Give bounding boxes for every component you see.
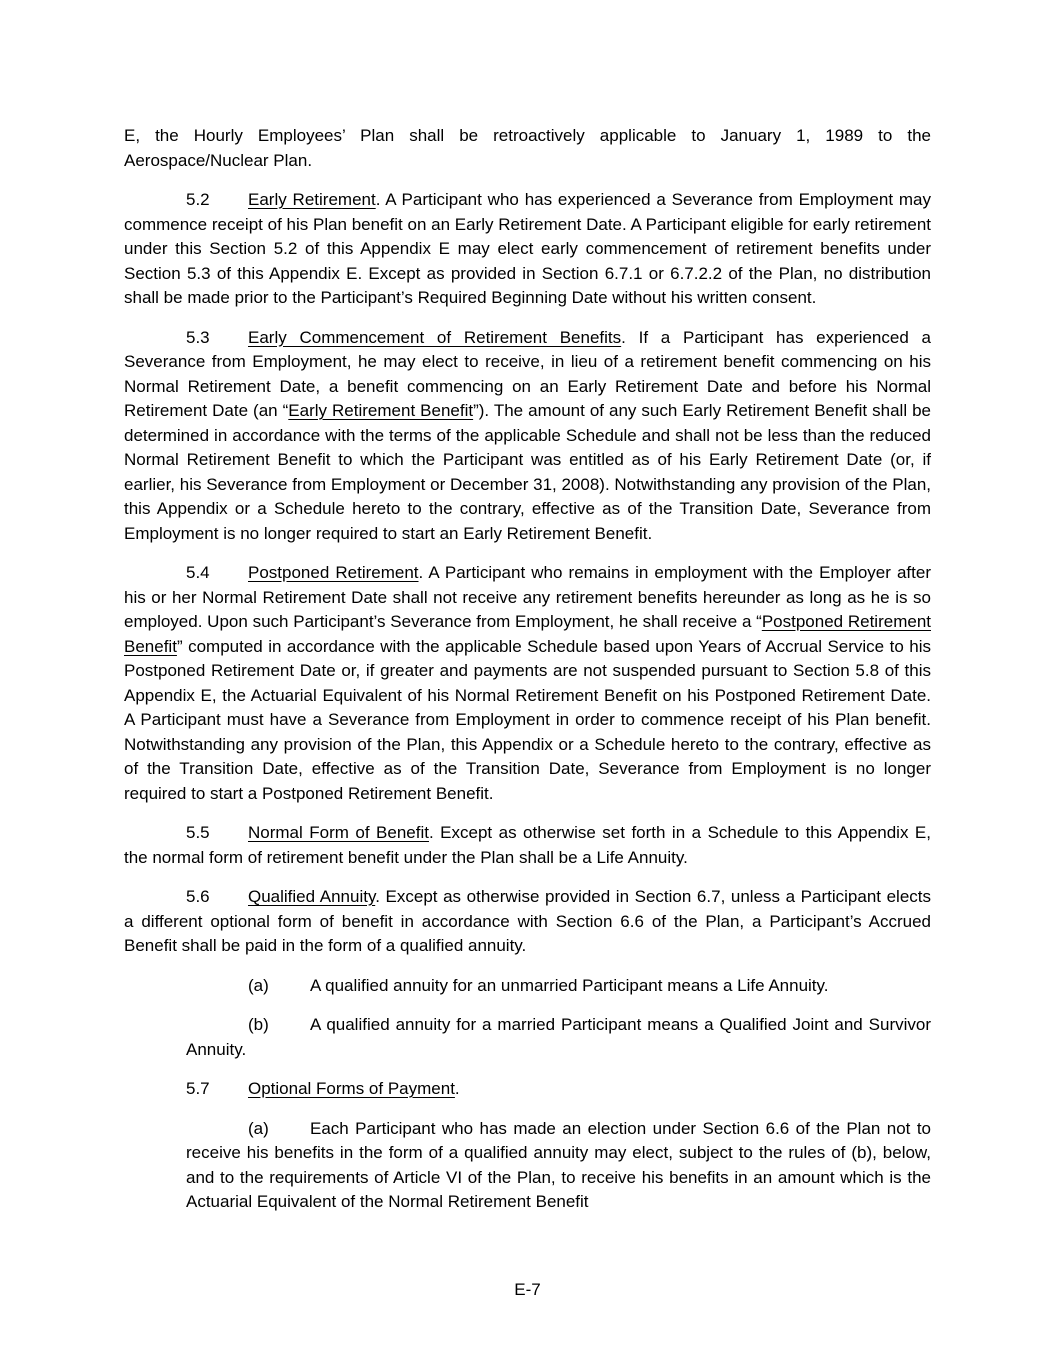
item-5-6-b-text: A qualified annuity for a married Participant means a Qualified Joint and Survivor Annuity. [186, 1015, 931, 1059]
section-5-2-body: . A Participant who has experienced a Severance from Employment may commence receipt of his Plan benefit on an Early Retirement Date. A Participant eligible for early retirement under this Section 5.2 of this Appendix E may elect early commencement of retirement benefits under Section 5.3 of this Appendix E. Except as provided in Section 6.7.1 or 6.7.2.2 of the Plan, no distribution shall be made prior to the Participant’s Required Beginning Date without his written consent. [124, 190, 931, 307]
page-footer [0, 1278, 1055, 1303]
section-5-6-number: 5.6 [186, 887, 210, 906]
section-5-3-heading: Early Commencement of Retirement Benefits [248, 327, 622, 347]
section-5-4-defined-term: Postponed Retirement Benefit [124, 612, 931, 656]
section-5-4-body-lead: . A Participant who remains in employment with the Employer after his or her Normal Retirement Date shall not receive any retirement benefits hereunder as long as he is so employed. Upon such Participant’s Severance from Employment, he shall receive a “ [124, 563, 931, 631]
section-5-5 [124, 821, 931, 870]
page-number: E-7 [514, 1280, 541, 1299]
section-5-2-heading: Early Retirement [248, 190, 376, 209]
section-5-2-number: 5.2 [186, 190, 210, 209]
section-5-6-heading: Qualified Annuity [248, 887, 376, 906]
item-5-6-a-label: (a) [248, 975, 269, 995]
item-5-6-b [186, 1013, 931, 1062]
section-5-7-heading: Optional Forms of Payment [248, 1079, 455, 1098]
section-5-7 [124, 1077, 931, 1102]
item-5-7-a-label: (a) [248, 1118, 269, 1138]
section-5-7-number: 5.7 [186, 1079, 210, 1098]
section-5-3-number: 5.3 [186, 327, 210, 347]
section-5-4-body-tail: ” computed in accordance with the applicable Schedule based upon Years of Accrual Service to his Postponed Retirement Date or, if greater and payments are not suspended pursuant to Section 5.8 of this Appendix E, the Actuarial Equivalent of his Normal Retirement Benefit on his Postponed Retirement Date. A Participant must have a Severance from Employment in order to commence receipt of his Plan benefit. Notwithstanding any provision of the Plan, this Appendix or a Schedule hereto to the contrary, effective as of the Transition Date, effective as of the Transition Date, Severance from Employment is no longer required to start a Postponed Retirement Benefit. [124, 636, 931, 803]
section-5-3 [124, 326, 931, 547]
section-5-6-body: . Except as otherwise provided in Section 6.7, unless a Participant elects a different optional form of benefit in accordance with Section 6.6 of the Plan, a Participant’s Accrued Benefit shall be paid in the form of a qualified annuity. [124, 887, 931, 955]
section-5-3-defined-term: Early Retirement Benefit [288, 401, 474, 420]
section-5-3-body-tail: ”). The amount of any such Early Retirement Benefit shall be determined in accordance with the terms of the applicable Schedule and shall not be less than the reduced Normal Retirement Benefit to which the Participant was entitled as of his Early Retirement Date (or, if earlier, his Severance from Employment or December 31, 2008). Notwithstanding any provision of the Plan, this Appendix or a Schedule hereto to the contrary, effective as of the Transition Date, Severance from Employment is no longer required to start an Early Retirement Benefit. [124, 401, 932, 543]
item-5-6-a [186, 974, 931, 999]
section-5-4-number: 5.4 [186, 563, 210, 582]
section-5-4 [124, 561, 931, 806]
item-5-7-a [186, 1117, 931, 1215]
section-5-5-number: 5.5 [186, 823, 210, 842]
section-5-2 [124, 188, 931, 311]
item-5-7-a-text: Each Participant who has made an election under Section 6.6 of the Plan not to receive his benefits in the form of a qualified annuity may elect, subject to the rules of (b), below, and to the requirements of Article VI of the Plan, to receive his benefits in an amount which is the Actuarial Equivalent of the Normal Retirement Benefit [186, 1118, 931, 1211]
section-5-6 [124, 885, 931, 959]
section-5-7-after-heading: . [454, 1079, 460, 1098]
page-content [124, 124, 931, 1230]
section-5-5-body: . Except as otherwise set forth in a Schedule to this Appendix E, the normal form of retirement benefit under the Plan shall be a Life Annuity. [124, 823, 931, 867]
intro-paragraph: E, the Hourly Employees’ Plan shall be retroactively applicable to January 1, 1989 to the Aerospace/Nuclear Plan. [124, 126, 931, 170]
section-5-5-heading: Normal Form of Benefit [248, 823, 429, 842]
section-5-3-body-lead: . If a Participant has experienced a Severance from Employment, he may elect to receive, in lieu of a retirement benefit commencing on his Normal Retirement Date, a benefit commencing on an Early Retirement Date and before his Normal Retirement Date (an “ [124, 327, 931, 420]
section-5-4-heading: Postponed Retirement [248, 563, 419, 582]
item-5-6-a-text: A qualified annuity for an unmarried Participant means a Life Annuity. [310, 975, 829, 995]
item-5-6-b-label: (b) [248, 1015, 269, 1034]
